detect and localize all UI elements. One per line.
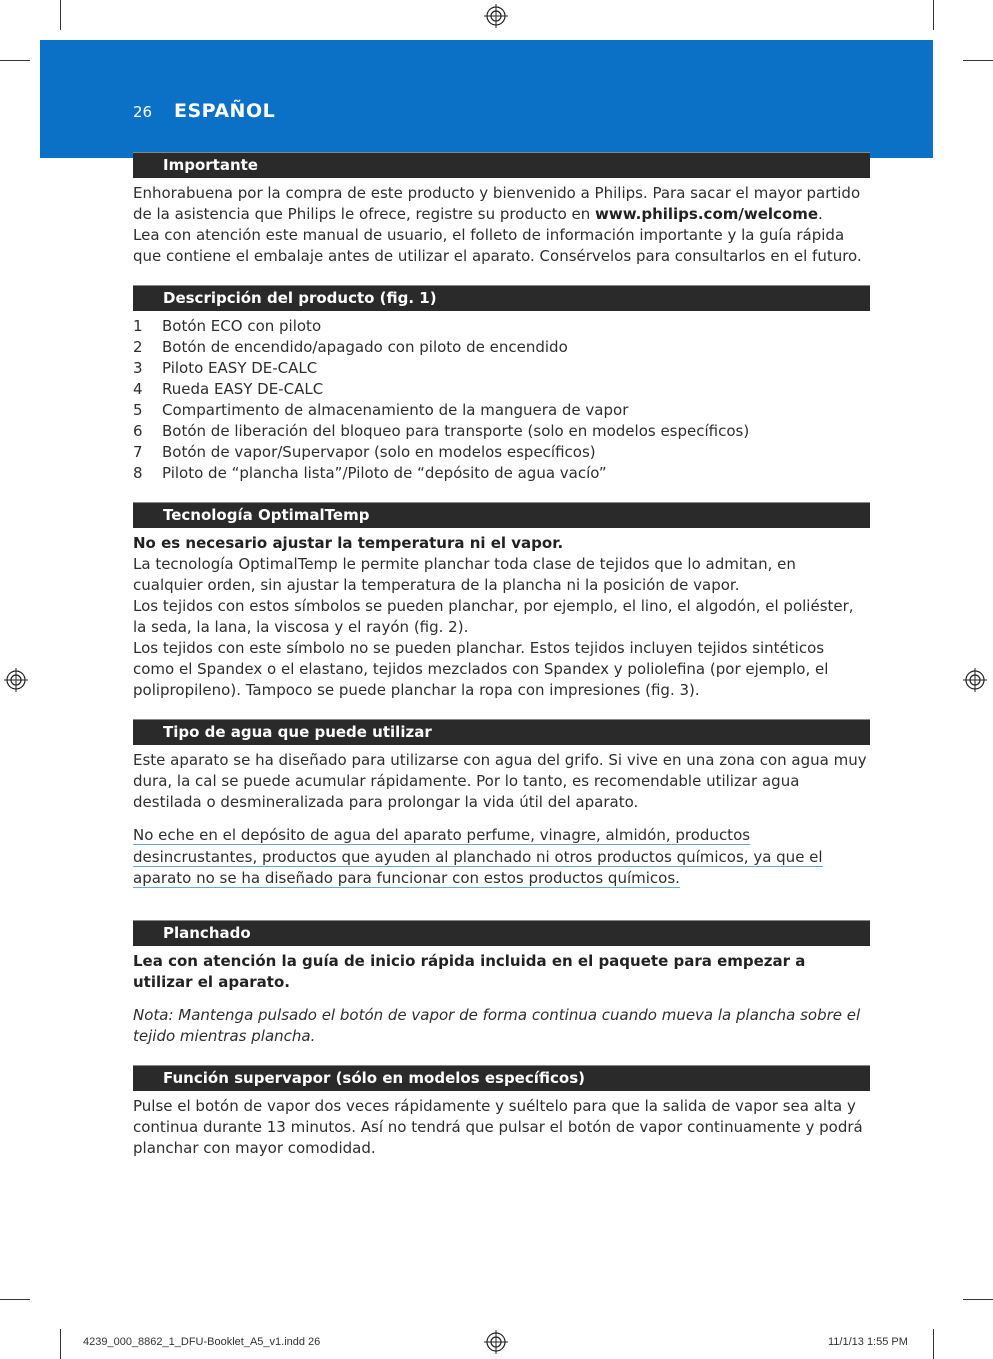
item-number: 4 [133,380,143,398]
supervapor-paragraph: Pulse el botón de vapor dos veces rápidamente y suéltelo para que la salida de vapor sea alta y continua durante 13 minutos. Así no tendrá que pulsar el botón de vapor continuamente y podrá planchar con mayor comodidad. [133,1096,863,1157]
intro-paragraph [133,183,870,225]
footer-date: 11/1/13 1:55 PM [828,1336,908,1348]
crop-mark [933,0,934,30]
item-number: 1 [133,317,143,335]
crop-mark [60,0,61,30]
product-parts-list [133,316,870,484]
item-text: Botón de vapor/Supervapor (solo en modelos específicos) [162,443,596,461]
quick-start-lead: Lea con atención la guía de inicio rápida incluida en el paquete para empezar a utilizar el aparato. [133,951,806,991]
header-band [40,40,933,158]
optimaltemp-paragraph: La tecnología OptimalTemp le permite planchar toda clase de tejidos que lo admitan, en cualquier orden, sin ajustar la temperatura de la plancha ni la posición de vapor. [133,555,796,594]
footer-filename: 4239_000_8862_1_DFU-Booklet_A5_v1.indd 26 [83,1336,321,1348]
section-header-importante: Importante [133,152,870,178]
water-type-paragraph: Este aparato se ha diseñado para utilizarse con agua del grifo. Si vive en una zona con agua muy dura, la cal se puede acumular rápidamente. Por lo tanto, es recomendable utilizar agua destilada o desmineralizada para prolongar la vida útil del aparato. [133,751,867,811]
steam-note: Nota: Mantenga pulsado el botón de vapor de forma continua cuando mueva la plancha sobre el tejido mientras plancha. [133,1005,861,1045]
ironable-fabrics-paragraph: Los tejidos con estos símbolos se pueden planchar, por ejemplo, el lino, el algodón, el poliéster, la seda, la lana, la viscosa y el rayón (fig. 2). [133,597,854,636]
registration-mark-icon [484,4,508,28]
page-content [133,152,870,1159]
crop-mark [963,60,993,61]
registration-mark-icon [484,1330,508,1354]
item-text: Piloto EASY DE-CALC [162,359,318,377]
crop-mark [963,1299,993,1300]
item-number: 2 [133,338,143,356]
crop-mark [0,60,30,61]
crop-mark [0,1299,30,1300]
list-item [133,442,870,463]
item-number: 7 [133,443,143,461]
item-text: Botón de encendido/apagado con piloto de encendido [162,338,568,356]
section-header-planchado: Planchado [133,920,870,946]
intro-text: Enhorabuena por la compra de este producto y bienvenido a Philips. Para sacar el mayor partido de la asistencia que Philips le ofrece, registre su producto en [133,184,861,223]
list-item [133,463,870,484]
crop-mark [60,1329,61,1359]
list-item [133,316,870,337]
chemicals-warning-text: No eche en el depósito de agua del aparato perfume, vinagre, almidón, productos desincrustantes, productos que ayuden al planchado ni otros productos químicos, ya que el aparato no se ha diseñado para funcionar con estos productos químicos. [133,826,823,887]
philips-welcome-link[interactable]: www.philips.com/welcome [595,205,819,223]
page-number: 26 [133,103,153,121]
list-item [133,400,870,421]
optimaltemp-lead: No es necesario ajustar la temperatura ni el vapor. [133,534,564,552]
item-text: Botón de liberación del bloqueo para transporte (solo en modelos específicos) [162,422,750,440]
list-item [133,358,870,379]
list-item [133,379,870,400]
item-text: Piloto de “plancha lista”/Piloto de “depósito de agua vacío” [162,464,607,482]
list-item [133,337,870,358]
item-number: 5 [133,401,143,419]
section-header-agua: Tipo de agua que puede utilizar [133,719,870,745]
intro-end: . [818,205,823,223]
registration-mark-icon [963,668,987,692]
language-title: ESPAÑOL [174,100,276,122]
item-number: 6 [133,422,143,440]
item-number: 3 [133,359,143,377]
item-text: Botón ECO con piloto [162,317,322,335]
item-number: 8 [133,464,143,482]
list-item [133,421,870,442]
manual-paragraph: Lea con atención este manual de usuario, el folleto de información importante y la guía rápida que contiene el embalaje antes de utilizar el aparato. Consérvelos para consultarlos en el futuro. [133,226,862,265]
section-header-descripcion: Descripción del producto (fig. 1) [133,285,870,311]
item-text: Compartimento de almacenamiento de la manguera de vapor [162,401,629,419]
registration-mark-icon [4,668,28,692]
chemicals-warning [133,825,870,890]
item-text: Rueda EASY DE-CALC [162,380,324,398]
section-header-supervapor: Función supervapor (sólo en modelos específicos) [133,1065,870,1091]
crop-mark [933,1329,934,1359]
non-ironable-fabrics-paragraph: Los tejidos con este símbolo no se pueden planchar. Estos tejidos incluyen tejidos sintéticos como el Spandex o el elastano, tejidos mezclados con Spandex y poliolefina (por ejemplo, el polipropileno). Tampoco se puede planchar la ropa con impresiones (fig. 3). [133,639,829,699]
section-header-tecnologia: Tecnología OptimalTemp [133,502,870,528]
